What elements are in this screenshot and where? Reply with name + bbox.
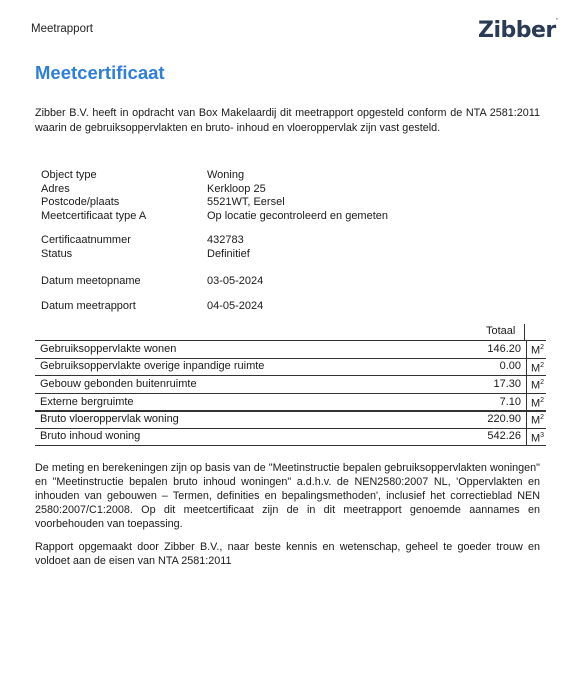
methodology-paragraph: De meting en berekeningen zijn op basis van de "Meetinstructie bepalen gebruiksoppervlakten woningen" en "Meetinstructie bepalen bruto inhoud woningen" a.d.h.v. de NEN2580:2007 NL, 'Oppervlakten en inhouden van gebouwen – Termen, definities en bepalingsmethoden', inclusief het correctieblad NEN 2580:2007/C1:2008. Op dit meetcertificaat zijn de in dit meetrapport genoemde aannames en voorbehouden van toepassing.: [35, 462, 540, 530]
row-value: 542.26: [421, 428, 526, 446]
usable-area-table: [35, 340, 546, 412]
document-header-label: Meetrapport: [31, 23, 94, 35]
table-row: [35, 428, 546, 446]
status-value: Definitief: [207, 247, 250, 260]
table-row: [35, 358, 546, 376]
logo-text: Zibber: [478, 18, 556, 43]
date-meetopname-label: Datum meetopname: [41, 275, 141, 287]
table-row: [35, 376, 546, 394]
row-unit: $M^2$: [527, 376, 547, 394]
row-label: Bruto inhoud woning: [35, 428, 421, 446]
certificate-type-value: Op locatie gecontroleerd en gemeten: [207, 209, 389, 222]
row-value: 7.10: [455, 393, 527, 411]
table-row: [35, 411, 546, 429]
intro-paragraph: Zibber B.V. heeft in opdracht van Box Makelaardij dit meetrapport opgesteld conform de NTA 2581:2011 waarin de gebruiksoppervlakten en bruto- inhoud en vloeroppervlak zijn vast gesteld.: [35, 107, 540, 134]
page-title: Meetcertificaat: [35, 62, 165, 83]
certificate-number-label: Certificaatnummer: [41, 234, 131, 246]
report-statement-paragraph: Rapport opgemaakt door Zibber B.V., naar beste kennis en wetenschap, geheel te goeder trouw en voldoet aan de eisen van NTA 2581:2011: [35, 541, 540, 567]
object-type-value: Woning: [207, 169, 245, 181]
object-type-label: Object type: [41, 169, 97, 181]
address-label: Adres: [41, 182, 70, 195]
row-label: Bruto vloeroppervlak woning: [35, 411, 421, 429]
date-meetrapport-value: 04-05-2024: [207, 300, 264, 312]
status-label: Status: [41, 247, 73, 260]
total-header-divider: [524, 324, 525, 340]
row-value: 0.00: [455, 358, 527, 376]
row-unit: $M^2$: [527, 358, 547, 376]
zibber-logo: [478, 18, 558, 43]
row-label: Gebruiksoppervlakte wonen: [35, 341, 455, 359]
postcode-value: 5521WT, Eersel: [207, 196, 285, 208]
row-label: Gebruiksoppervlakte overige inpandige ruimte: [35, 358, 455, 376]
row-unit: $M^3$: [527, 428, 547, 446]
gross-volume-table: [35, 410, 546, 446]
row-label: Externe bergruimte: [35, 393, 455, 411]
row-unit: $M^2$: [527, 341, 547, 359]
address-value: Kerkloop 25: [207, 182, 266, 195]
row-value: 220.90: [421, 411, 526, 429]
certificate-number-value: 432783: [207, 234, 244, 246]
certificate-type-label: Meetcertificaat type A: [41, 209, 147, 222]
row-value: 146.20: [455, 341, 527, 359]
postcode-label: Postcode/plaats: [41, 196, 120, 208]
row-label: Gebouw gebonden buitenruimte: [35, 376, 455, 394]
date-meetrapport-label: Datum meetrapport: [41, 300, 136, 312]
table-row: [35, 341, 546, 359]
row-unit: $M^2$: [527, 393, 547, 411]
row-value: 17.30: [455, 376, 527, 394]
date-meetopname-value: 03-05-2024: [207, 275, 264, 287]
table-row: [35, 393, 546, 411]
total-column-header: Totaal: [486, 325, 516, 337]
row-unit: $M^2$: [527, 411, 547, 429]
logo-mark: ·: [555, 16, 558, 23]
